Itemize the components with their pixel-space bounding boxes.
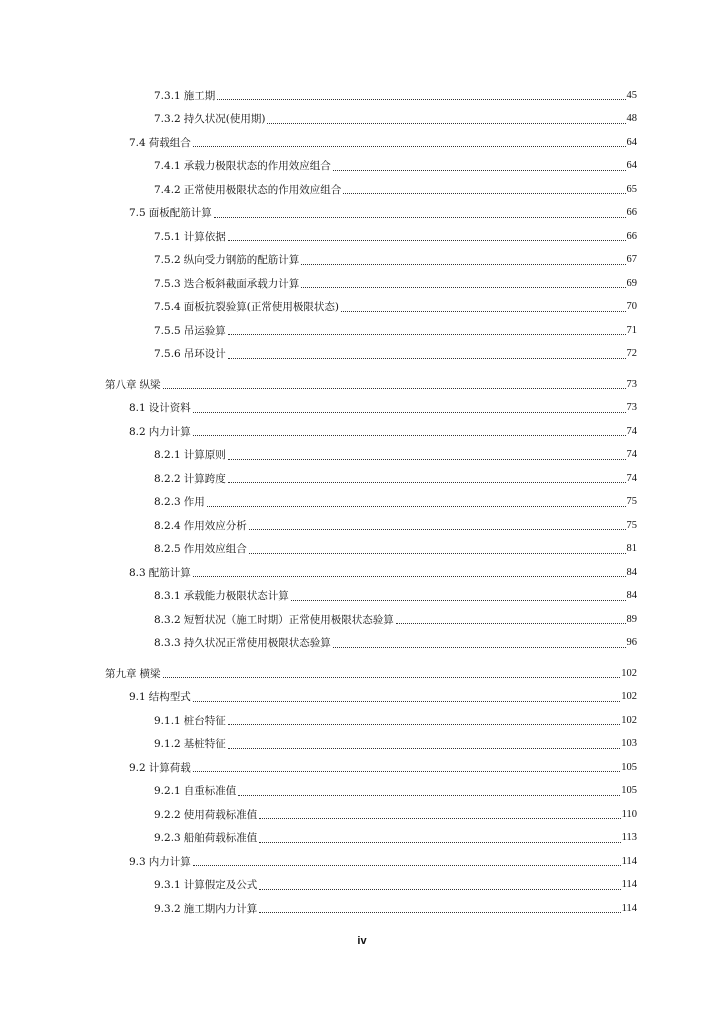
toc-entry-page: 81 (626, 543, 637, 555)
toc-entry-label (154, 737, 227, 751)
toc-dot-leader (343, 193, 625, 194)
toc-entry-page: 74 (626, 425, 637, 437)
toc-entry-page: 65 (626, 183, 637, 195)
toc-entry-number: 9.3.2 (154, 902, 181, 915)
toc-entry-page: 114 (621, 879, 637, 891)
toc-entry-title: 吊环设计 (183, 348, 226, 361)
toc-entry-title: 横梁 (139, 667, 161, 680)
toc-entry-page: 73 (626, 378, 637, 390)
toc-entry-number: 7.5.4 (154, 301, 181, 314)
toc-entry-page: 102 (621, 667, 637, 679)
toc-entry-page: 67 (626, 254, 637, 266)
toc-entry-page: 66 (626, 207, 637, 219)
toc-entry-title: 吊运验算 (183, 324, 226, 337)
toc-entry[interactable] (0, 561, 724, 585)
toc-entry[interactable] (0, 897, 724, 921)
toc-entry-label (154, 902, 258, 916)
toc-entry[interactable] (0, 420, 724, 444)
toc-entry-page: 105 (621, 785, 637, 797)
toc-entry-label (129, 425, 192, 439)
toc-entry[interactable] (0, 585, 724, 609)
toc-dot-leader (193, 771, 621, 772)
toc-entry[interactable] (0, 319, 724, 343)
toc-dot-leader (259, 912, 620, 913)
toc-entry-page: 84 (626, 590, 637, 602)
toc-dot-leader (291, 600, 626, 601)
toc-entry-title: 短暂状况（施工时期）正常使用极限状态验算 (183, 613, 394, 626)
toc-dot-leader (193, 576, 626, 577)
toc-entry-number: 9.2.3 (154, 832, 181, 845)
toc-entry-label (154, 112, 266, 126)
toc-entry-page: 102 (621, 691, 637, 703)
toc-entry[interactable] (0, 491, 724, 515)
toc-entry-title: 纵梁 (139, 378, 161, 391)
toc-dot-leader (333, 647, 626, 648)
toc-entry[interactable] (0, 225, 724, 249)
toc-entry-page: 75 (626, 519, 637, 531)
toc-entry-title: 承载力极限状态的作用效应组合 (183, 160, 331, 173)
toc-entry-page: 96 (626, 637, 637, 649)
toc-entry-number: 9.1.1 (154, 714, 181, 727)
toc-entry-number: 7.5.1 (154, 230, 181, 243)
toc-entry-page: 48 (626, 113, 637, 125)
toc-entry-label (154, 472, 227, 486)
toc-entry-title: 计算跨度 (183, 472, 226, 485)
toc-entry-number: 7.4 (129, 136, 146, 149)
toc-dot-leader (193, 865, 621, 866)
toc-entry[interactable] (0, 538, 724, 562)
toc-entry-number: 9.1.2 (154, 738, 181, 751)
toc-dot-leader (228, 459, 626, 460)
toc-entry[interactable] (0, 608, 724, 632)
toc-entry-title: 内力计算 (148, 425, 191, 438)
toc-entry-page: 110 (621, 808, 637, 820)
toc-entry-label (154, 613, 395, 627)
toc-dot-leader (193, 701, 621, 702)
toc-entry-label (154, 714, 227, 728)
toc-entry-title: 计算荷载 (148, 761, 191, 774)
toc-dot-leader (228, 748, 621, 749)
toc-entry-number: 8.2.5 (154, 543, 181, 556)
toc-entry-number: 7.5.3 (154, 277, 181, 290)
toc-entry-number: 9.1 (129, 691, 146, 704)
toc-dot-leader (249, 553, 626, 554)
toc-dot-leader (259, 842, 620, 843)
toc-entry-page: 114 (621, 902, 637, 914)
toc-entry-label (129, 855, 192, 869)
toc-entry-page: 70 (626, 301, 637, 313)
toc-dot-leader (301, 287, 625, 288)
toc-entry[interactable] (0, 850, 724, 874)
toc-entry-label (154, 277, 300, 291)
toc-dot-leader (193, 412, 626, 413)
toc-entry-label (129, 761, 192, 775)
toc-entry[interactable] (0, 632, 724, 656)
toc-dot-leader (228, 334, 626, 335)
toc-entry-number: 8.2 (129, 425, 146, 438)
toc-entry-number: 8.1 (129, 402, 146, 415)
toc-entry-label (154, 784, 237, 798)
toc-entry-label (154, 324, 227, 338)
toc-entry-number: 8.2.3 (154, 496, 181, 509)
toc-entry-title: 作用效应组合 (183, 543, 247, 556)
toc-entry-title: 持久状况(使用期) (183, 113, 266, 126)
toc-entry-label (154, 589, 290, 603)
toc-entry[interactable] (0, 467, 724, 491)
toc-entry-title: 计算原则 (183, 449, 226, 462)
toc-dot-leader (341, 311, 626, 312)
toc-entry[interactable] (0, 178, 724, 202)
toc-entry-label (154, 347, 227, 361)
toc-entry[interactable] (0, 444, 724, 468)
toc-dot-leader (228, 240, 626, 241)
toc-entry-label (154, 878, 258, 892)
toc-entry-page: 103 (621, 738, 637, 750)
toc-dot-leader (214, 217, 626, 218)
toc-entry-page: 72 (626, 348, 637, 360)
toc-entry[interactable] (0, 343, 724, 367)
toc-entry[interactable] (0, 733, 724, 757)
toc-entry-page: 66 (626, 230, 637, 242)
toc-entry-title: 配筋计算 (148, 566, 191, 579)
toc-dot-leader (259, 889, 620, 890)
toc-entry-number: 8.3.1 (154, 590, 181, 603)
toc-entry-number: 第九章 (105, 667, 137, 680)
toc-entry-page: 102 (621, 714, 637, 726)
toc-entry-title: 纵向受力钢筋的配筋计算 (183, 254, 300, 267)
toc-dot-leader (207, 506, 626, 507)
toc-entry-title: 船舶荷载标准值 (183, 832, 258, 845)
toc-entry-label (154, 253, 300, 267)
toc-entry-title: 持久状况正常使用极限状态验算 (183, 637, 331, 650)
toc-entry-number: 7.5.6 (154, 348, 181, 361)
toc-entry[interactable] (0, 827, 724, 851)
toc-entry-number: 8.3.2 (154, 613, 181, 626)
toc-entry-page: 69 (626, 277, 637, 289)
toc-entry[interactable] (0, 686, 724, 710)
toc-entry-page: 84 (626, 566, 637, 578)
toc-entry-label (105, 378, 162, 392)
toc-entry-title: 迭合板斜截面承载力计算 (183, 277, 300, 290)
toc-entry-label (154, 831, 258, 845)
toc-entry-page: 89 (626, 613, 637, 625)
toc-entry-number: 7.3.2 (154, 113, 181, 126)
toc-entry-number: 9.2 (129, 761, 146, 774)
toc-entry-number: 8.2.2 (154, 472, 181, 485)
table-of-contents (0, 84, 724, 921)
toc-dot-leader (228, 724, 621, 725)
toc-entry-page: 114 (621, 855, 637, 867)
toc-entry-title: 自重标准值 (183, 785, 237, 798)
toc-entry-number: 8.3 (129, 566, 146, 579)
toc-entry-number: 8.2.1 (154, 449, 181, 462)
toc-dot-leader (267, 123, 625, 124)
toc-entry-title: 设计资料 (148, 402, 191, 415)
toc-dot-leader (193, 435, 626, 436)
toc-entry[interactable] (0, 803, 724, 827)
toc-entry-label (154, 542, 248, 556)
toc-entry-title: 施工期内力计算 (183, 902, 258, 915)
toc-chapter-entry[interactable] (0, 373, 724, 397)
toc-dot-leader (333, 170, 626, 171)
toc-entry[interactable] (0, 131, 724, 155)
toc-entry-number: 7.4.1 (154, 160, 181, 173)
toc-entry[interactable] (0, 249, 724, 273)
toc-entry-number: 9.3 (129, 855, 146, 868)
toc-entry-label (154, 183, 342, 197)
toc-entry[interactable] (0, 84, 724, 108)
toc-entry-number: 7.5 (129, 207, 146, 220)
toc-entry-page: 64 (626, 160, 637, 172)
toc-entry-title: 基桩特征 (183, 738, 226, 751)
toc-entry-title: 使用荷载标准值 (183, 808, 258, 821)
toc-dot-leader (217, 99, 625, 100)
toc-entry[interactable] (0, 874, 724, 898)
toc-dot-leader (396, 623, 626, 624)
toc-entry-label (154, 300, 340, 314)
toc-entry-title: 结构型式 (148, 691, 191, 704)
toc-entry-title: 计算依据 (183, 230, 226, 243)
toc-entry-label (154, 519, 248, 533)
toc-entry-number: 7.5.5 (154, 324, 181, 337)
toc-entry[interactable] (0, 108, 724, 132)
toc-dot-leader (163, 388, 626, 389)
toc-entry-page: 105 (621, 761, 637, 773)
toc-entry[interactable] (0, 709, 724, 733)
toc-entry-page: 74 (626, 472, 637, 484)
toc-entry-title: 作用效应分析 (183, 519, 247, 532)
toc-entry-number: 8.2.4 (154, 519, 181, 532)
toc-entry[interactable] (0, 514, 724, 538)
toc-entry-label (154, 89, 216, 103)
toc-dot-leader (301, 264, 625, 265)
toc-entry-number: 7.5.2 (154, 254, 181, 267)
toc-entry-label (154, 230, 227, 244)
toc-entry[interactable] (0, 296, 724, 320)
toc-entry[interactable] (0, 756, 724, 780)
toc-entry-label (129, 401, 192, 415)
toc-dot-leader (193, 146, 626, 147)
toc-entry-label (129, 566, 192, 580)
toc-entry[interactable] (0, 397, 724, 421)
toc-entry-title: 荷载组合 (148, 136, 191, 149)
toc-dot-leader (249, 529, 626, 530)
toc-entry-page: 74 (626, 449, 637, 461)
toc-entry-title: 承载能力极限状态计算 (183, 590, 289, 603)
toc-entry-label (105, 667, 162, 681)
toc-entry-number: 9.2.1 (154, 785, 181, 798)
toc-dot-leader (163, 677, 621, 678)
toc-dot-leader (238, 795, 620, 796)
toc-dot-leader (228, 482, 626, 483)
toc-entry-number: 第八章 (105, 378, 137, 391)
toc-dot-leader (259, 818, 620, 819)
toc-entry-page: 64 (626, 136, 637, 148)
toc-entry-number: 9.2.2 (154, 808, 181, 821)
toc-entry-page: 45 (626, 89, 637, 101)
page-number: iv (357, 935, 367, 947)
toc-entry-title: 桩台特征 (183, 714, 226, 727)
toc-entry-number: 9.3.1 (154, 879, 181, 892)
toc-entry-title: 作用 (183, 496, 205, 509)
toc-entry[interactable] (0, 202, 724, 226)
toc-entry-page: 113 (621, 832, 637, 844)
toc-entry[interactable] (0, 155, 724, 179)
toc-entry-label (129, 206, 213, 220)
toc-entry-label (154, 636, 332, 650)
toc-entry-page: 75 (626, 496, 637, 508)
toc-entry-title: 计算假定及公式 (183, 879, 258, 892)
toc-entry-title: 正常使用极限状态的作用效应组合 (183, 183, 342, 196)
toc-entry-number: 7.3.1 (154, 89, 181, 102)
toc-entry-title: 面板抗裂验算(正常使用极限状态) (183, 301, 339, 314)
toc-entry-title: 施工期 (183, 89, 216, 102)
toc-entry-label (154, 159, 332, 173)
toc-entry-number: 7.4.2 (154, 183, 181, 196)
toc-entry-page: 71 (626, 324, 637, 336)
toc-entry-title: 内力计算 (148, 855, 191, 868)
toc-chapter-entry[interactable] (0, 662, 724, 686)
toc-entry-label (154, 448, 227, 462)
toc-entry-number: 8.3.3 (154, 637, 181, 650)
toc-entry[interactable] (0, 780, 724, 804)
toc-entry-label (129, 690, 192, 704)
toc-entry[interactable] (0, 272, 724, 296)
toc-entry-page: 73 (626, 402, 637, 414)
toc-entry-label (129, 136, 192, 150)
toc-entry-label (154, 495, 206, 509)
toc-dot-leader (228, 358, 626, 359)
toc-entry-label (154, 808, 258, 822)
toc-entry-title: 面板配筋计算 (148, 207, 212, 220)
